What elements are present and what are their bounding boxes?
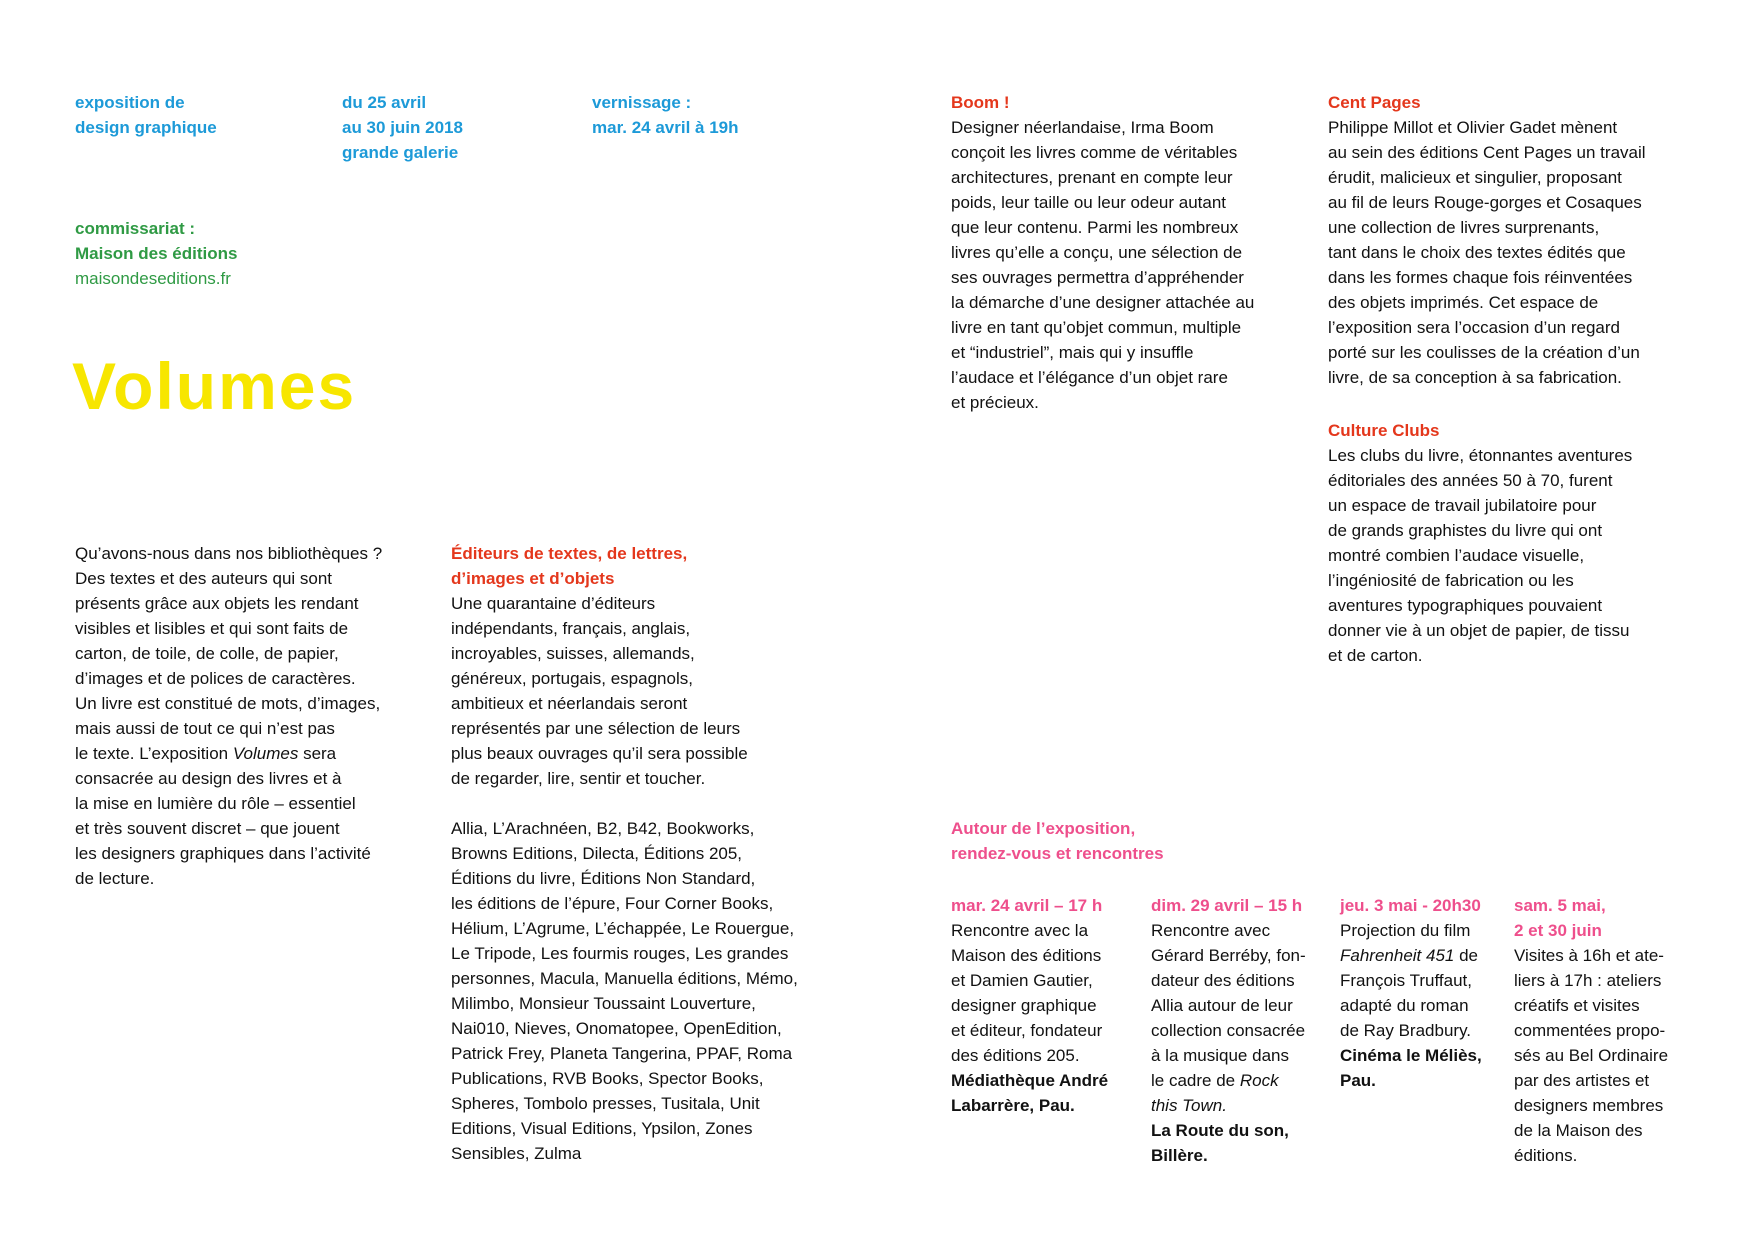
editeurs-section xyxy=(451,541,821,791)
event-4 xyxy=(1514,893,1704,1168)
commissariat-label: commissariat : xyxy=(75,219,195,238)
event-date: mar. 24 avril – 17 h xyxy=(951,896,1103,915)
editeurs-body: Une quarantaine d’éditeurs indépendants, français, anglais, incroyables, suisses, allemands, généreux, portugais, espagnols, ambitieux et néerlandais seront représentés par une sélection de leurs plus beaux ouvrages qu’il sera possible de regarder, lire, sentir et toucher. xyxy=(451,594,748,788)
editeurs-list: Allia, L’Arachnéen, B2, B42, Bookworks, Browns Editions, Dilecta, Éditions 205, Éditions du livre, Éditions Non Standard, les éditions de l’épure, Four Corner Books, Hélium, L’Agrume, L’échappée, Le Rouergue, Le Tripode, Les fourmis rouges, Les grandes personnes, Macula, Manuella éditions, Mémo, Milimbo, Monsieur Toussaint Louverture, Nai010, Nieves, Onomatopee, OpenEdition, Patrick Frey, Planeta Tangerina, PPAF, Roma Publications, RVB Books, Spector Books, Spheres, Tombolo presses, Tusitala, Unit Editions, Visual Editions, Ypsilon, Zones Sensibles, Zulma xyxy=(451,819,798,1163)
event-place: Médiathèque André Labarrère, Pau. xyxy=(951,1071,1109,1115)
cent-pages-heading: Cent Pages xyxy=(1328,93,1421,112)
event-place: Cinéma le Méliès, Pau. xyxy=(1340,1046,1482,1090)
event-text: Projection du film Fahrenheit 451 de François Truffaut, adapté du roman de Ray Bradbury. xyxy=(1340,921,1479,1040)
boom-heading: Boom ! xyxy=(951,93,1010,112)
culture-clubs-section xyxy=(1328,418,1708,668)
commissariat-name: Maison des éditions xyxy=(75,244,238,263)
website-link[interactable]: maisondeseditions.fr xyxy=(75,269,231,288)
intro-text: Qu’avons-nous dans nos bibliothèques ? Des textes et des auteurs qui sont présents grâce aux objets les rendant visibles et lisibles et qui sont faits de carton, de toile, de colle, de papier, d’images et de polices de caractères. Un livre est constitué de mots, d’images, mais aussi de tout ce qui n’est pas le texte. L’exposition Volumes sera consacrée au design des livres et à la mise en lumière du rôle – essentiel et très souvent discret – que jouent les designers graphiques dans l’activité de lecture. xyxy=(75,544,383,888)
event-1 xyxy=(951,893,1141,1118)
boom-section xyxy=(951,90,1311,415)
commissariat xyxy=(75,216,237,291)
expo-type: exposition de design graphique xyxy=(75,93,217,137)
event-2 xyxy=(1151,893,1341,1168)
event-date: sam. 5 mai, 2 et 30 juin xyxy=(1514,896,1606,940)
page-title: Volumes xyxy=(72,349,357,423)
event-text: Rencontre avec la Maison des éditions et Damien Gautier, designer graphique et éditeur, fondateur des éditions 205. xyxy=(951,921,1103,1065)
event-text: Visites à 16h et ate- liers à 17h : ateliers créatifs et visites commentées propo- sés au Bel Ordinaire par des artistes et designers membres de la Maison des éditions. xyxy=(1514,946,1669,1165)
event-3 xyxy=(1340,893,1510,1093)
boom-body: Designer néerlandaise, Irma Boom conçoit les livres comme de véritables architectures, prenant en compte leur poids, leur taille ou leur odeur autant que leur contenu. Parmi les nombreux livres qu’elle a conçu, une sélection de ses ouvrages permettra d’appréhender la démarche d’une designer attachée au livre en tant qu’objet commun, multiple et “industriel”, mais qui y insuffle l’audace et l’élégance d’un objet rare et précieux. xyxy=(951,118,1255,412)
autour-heading: Autour de l’exposition, rendez-vous et rencontres xyxy=(951,819,1164,863)
event-place: La Route du son, Billère. xyxy=(1151,1121,1289,1165)
culture-clubs-body: Les clubs du livre, étonnantes aventures éditoriales des années 50 à 70, furent un espace de travail jubilatoire pour de grands graphistes du livre qui ont montré combien l’audace visuelle, l’ingéniosité de fabrication ou les aventures typographiques pouvaient donner vie à un objet de papier, de tissu et de carton. xyxy=(1328,446,1633,665)
cent-pages-section xyxy=(1328,90,1708,390)
event-date: dim. 29 avril – 15 h xyxy=(1151,896,1303,915)
cent-pages-body: Philippe Millot et Olivier Gadet mènent au sein des éditions Cent Pages un travail érudit, malicieux et singulier, proposant au fil de leurs Rouge-gorges et Cosaques une collection de livres surprenants, tant dans le choix des textes édités que dans les formes chaque fois réinventées des objets imprimés. Cet espace de l’exposition sera l’occasion d’un regard porté sur les coulisses de la création d’un livre, de sa conception à sa fabrication. xyxy=(1328,118,1646,387)
editeurs-heading: Éditeurs de textes, de lettres, d’images et d’objets xyxy=(451,544,688,588)
event-date: jeu. 3 mai - 20h30 xyxy=(1340,896,1481,915)
culture-clubs-heading: Culture Clubs xyxy=(1328,421,1440,440)
event-text: Rencontre avec Gérard Berréby, fon- dateur des éditions Allia autour de leur collection consacrée à la musique dans le cadre de Rock this Town. xyxy=(1151,921,1306,1115)
vernissage: vernissage : mar. 24 avril à 19h xyxy=(592,93,739,137)
expo-dates: du 25 avril au 30 juin 2018 grande galerie xyxy=(342,93,463,162)
